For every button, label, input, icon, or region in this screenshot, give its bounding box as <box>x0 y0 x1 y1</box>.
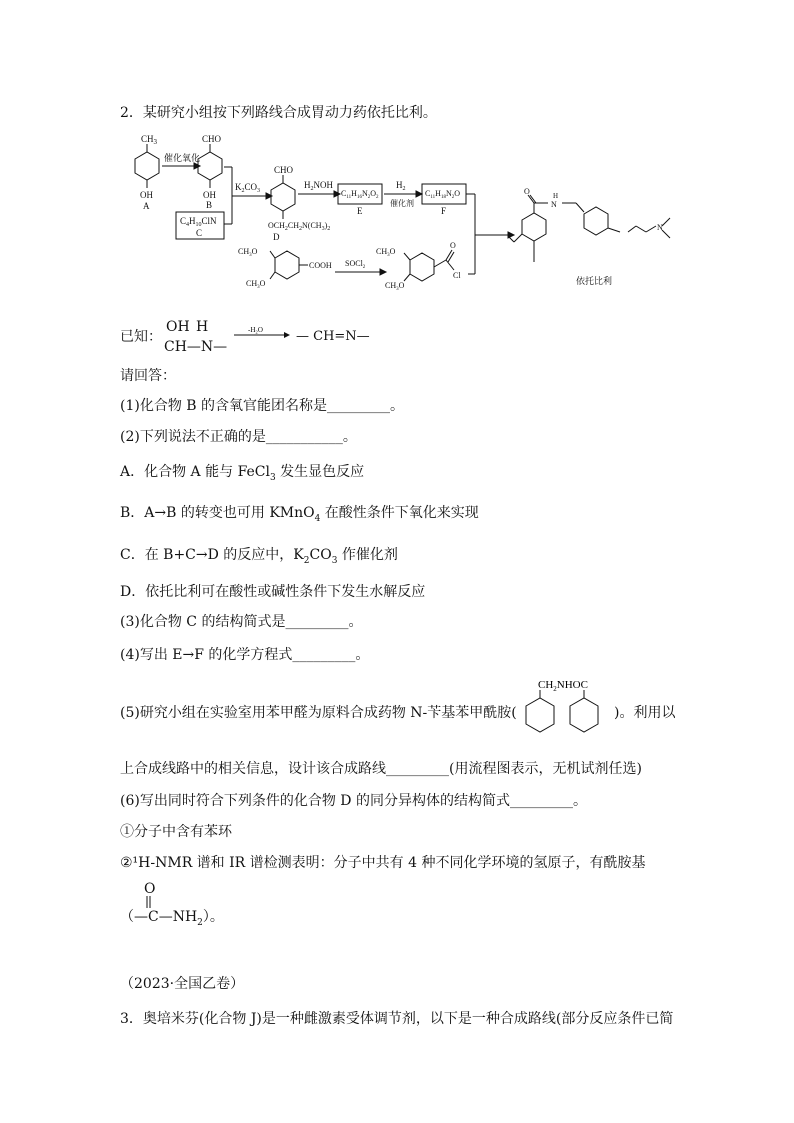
svg-text:催化氧化: 催化氧化 <box>164 153 201 163</box>
option-d: D．依托比利可在酸性或碱性条件下发生水解反应 <box>120 584 426 600</box>
svg-text:CH3O: $CH_3O$ <box>385 281 405 292</box>
question-2-2: (2)下列说法不正确的是___________。 <box>120 429 357 445</box>
svg-text:K2CO3: $K_2CO_3$ <box>235 182 261 194</box>
svg-text:Cl: Cl <box>453 271 461 280</box>
svg-text:E: E <box>357 206 363 216</box>
question-2-3: (3)化合物 C 的结构简式是_________。 <box>120 614 363 630</box>
svg-text:SOCl2: SOCl$_2$ <box>345 259 366 270</box>
svg-text:N: N <box>551 200 557 209</box>
option-c: C．在 B+C→D 的反应中，$K_2CO_3$ 作催化剂 <box>120 547 398 566</box>
svg-text:C11H16N2O2: $C_{11}H_{16}N_2O_2$ <box>341 189 379 200</box>
svg-text:C4H10ClN: $C_4H_{10}ClN$ <box>180 216 217 228</box>
n-benzylbenzamide-structure <box>510 676 618 746</box>
option-a: A．化合物 A 能与 FeCl$_3$ 发生显色反应 <box>120 464 365 483</box>
svg-text:CH3: $CH_3$ <box>141 134 158 146</box>
svg-text:D: D <box>273 232 280 242</box>
question-2-6: (6)写出同时符合下列条件的化合物 D 的同分异构体的结构简式_________。 <box>120 793 587 809</box>
condition-2: ②¹H-NMR 谱和 IR 谱检测表明：分子中共有 4 种不同化学环境的氢原子，有酰胺基 <box>120 855 646 871</box>
please-answer: 请回答： <box>120 368 176 384</box>
option-b: B．A→B 的转变也可用 KMnO$_4$ 在酸性条件下氧化来实现 <box>120 505 479 524</box>
svg-text:CH3O: $CH_3O$ <box>246 279 266 290</box>
svg-text:O: O <box>450 241 456 250</box>
svg-text:CH2NHOC: $CH_2NHOC$ <box>538 679 588 693</box>
svg-text:O: O <box>524 187 530 196</box>
svg-text:CHO: CHO <box>202 134 222 144</box>
svg-text:催化剂: 催化剂 <box>390 199 414 208</box>
svg-text:C11H18N2O: $C_{11}H_{18}N_2O$ <box>425 189 461 200</box>
condition-1: ①分子中含有苯环 <box>120 824 232 840</box>
question-2-4: (4)写出 E→F 的化学方程式_________。 <box>120 647 370 663</box>
svg-text:COOH: COOH <box>309 261 332 270</box>
known-arrow <box>232 327 292 341</box>
amide-group: O $(—C—NH_2)$。 <box>120 881 224 928</box>
question-3-intro: 3．奥培米芬(化合物 J)是一种雌激素受体调节剂，以下是一种合成路线(部分反应条件已简 <box>120 1011 674 1027</box>
svg-text:OCH2CH2N(CH3)2: $OCH_2CH_2N(CH_3)_2$ <box>268 221 331 232</box>
question-2-5-line1-end: )。利用以 <box>614 705 676 721</box>
question-2-5-line1: (5)研究小组在实验室用苯甲醛为原料合成药物 N-苄基苯甲酰胺( <box>120 705 517 721</box>
question-2-1: (1)化合物 B 的含氧官能团名称是_________。 <box>120 398 405 414</box>
question-2-5-line2: 上合成线路中的相关信息，设计该合成路线_________(用流程图表示，无机试剂任选) <box>120 761 642 777</box>
svg-text:H2: $H_2$ <box>396 180 406 192</box>
svg-text:A: A <box>143 201 150 211</box>
synthesis-scheme <box>120 132 680 307</box>
svg-text:H: H <box>553 192 559 200</box>
svg-text:B: B <box>206 200 213 210</box>
svg-text:CH3O: $CH_3O$ <box>238 247 258 258</box>
source-tag: （2023·全国乙卷） <box>120 976 245 992</box>
svg-text:-H₂O: -H₂O <box>248 327 263 334</box>
product-name: 依托比利 <box>576 276 613 286</box>
svg-text:CH3O: $CH_3O$ <box>376 247 396 258</box>
svg-text:C: C <box>196 228 203 238</box>
svg-text:N: N <box>657 223 663 232</box>
svg-text:CHO: CHO <box>274 165 294 175</box>
svg-text:F: F <box>441 206 447 216</box>
svg-text:H2NOH: $H_2NOH$ <box>304 180 333 192</box>
svg-text:OH: OH <box>140 190 153 200</box>
svg-text:OH: OH <box>203 190 216 200</box>
question-2-intro: 2．某研究小组按下列路线合成胃动力药依托比利。 <box>120 105 437 121</box>
known-product: — CH=N— <box>296 329 370 344</box>
